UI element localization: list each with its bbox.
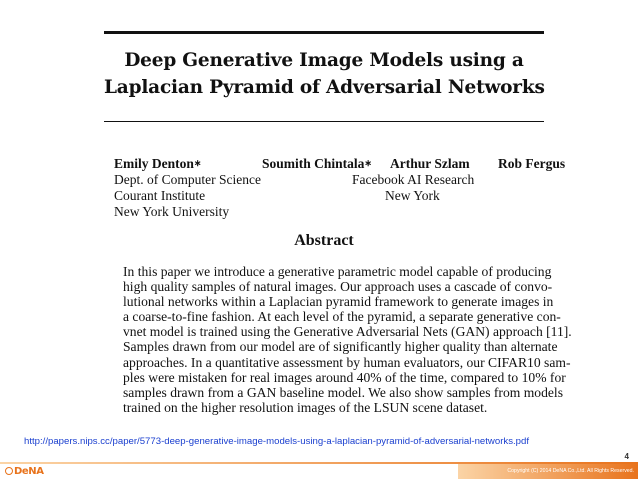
page-number: 4	[624, 452, 629, 461]
abstract-line: approaches. In a quantitative assessment by human evaluators, our CIFAR10 sam-	[123, 354, 571, 370]
author-affiliation: Facebook AI Research	[352, 172, 475, 187]
author-affiliation: New York	[385, 188, 440, 203]
abstract-line: high quality samples of natural images. Our approach uses a cascade of convo-	[123, 279, 553, 295]
title-line: Deep Generative Image Models using a	[124, 50, 524, 71]
abstract-line: ples were mistaken for real images around 40% of the time, compared to 10% for	[123, 369, 566, 385]
title-line: Laplacian Pyramid of Adversarial Networks	[104, 77, 545, 98]
title-rule-bottom	[104, 121, 544, 122]
abstract-body	[123, 264, 572, 415]
author-affiliation: Courant Institute	[114, 188, 206, 203]
abstract-line: Samples drawn from our model are of significantly higher quality than alternate	[123, 339, 558, 355]
abstract-line: a coarse-to-fine fashion. At each level of the pyramid, a separate generative con-	[123, 309, 561, 325]
author-name: Arthur Szlam	[390, 156, 470, 171]
copyright-notice: Copyright (C) 2014 DeNA Co.,Ltd. All Rights Reserved.	[458, 464, 638, 479]
author-name: Rob Fergus	[498, 156, 566, 171]
author-arthur-szlam	[352, 156, 512, 204]
title-rule-top	[104, 31, 544, 34]
author-emily-denton	[114, 156, 261, 220]
footer-bar	[0, 462, 638, 479]
abstract-line: In this paper we introduce a generative parametric model capable of producing	[123, 264, 552, 279]
author-rob-fergus	[498, 156, 565, 172]
abstract-heading: Abstract	[294, 232, 354, 249]
author-name: Soumith Chintala∗	[262, 156, 372, 171]
abstract-line: samples drawn from a GAN baseline model. We also show samples from models	[123, 384, 563, 400]
source-url-link[interactable]: http://papers.nips.cc/paper/5773-deep-generative-image-models-using-a-laplacian-pyramid-of-adversarial-networks.pdf	[24, 436, 529, 447]
author-affiliation: New York University	[114, 204, 230, 219]
logo-text: DeNA	[14, 466, 44, 477]
dena-logo	[5, 466, 44, 477]
abstract-line: vnet model is trained using the Generative Adversarial Nets (GAN) approach [11].	[123, 324, 572, 340]
abstract-line: trained on the higher resolution images of the LSUN scene dataset.	[123, 399, 488, 415]
author-soumith-chintala	[262, 156, 372, 172]
author-affiliation: Dept. of Computer Science	[114, 172, 261, 187]
paper-title	[104, 47, 544, 101]
dena-logo-icon	[5, 467, 13, 475]
abstract-line: lutional networks within a Laplacian pyramid framework to generate images in	[123, 294, 554, 310]
author-name: Emily Denton∗	[114, 156, 202, 171]
